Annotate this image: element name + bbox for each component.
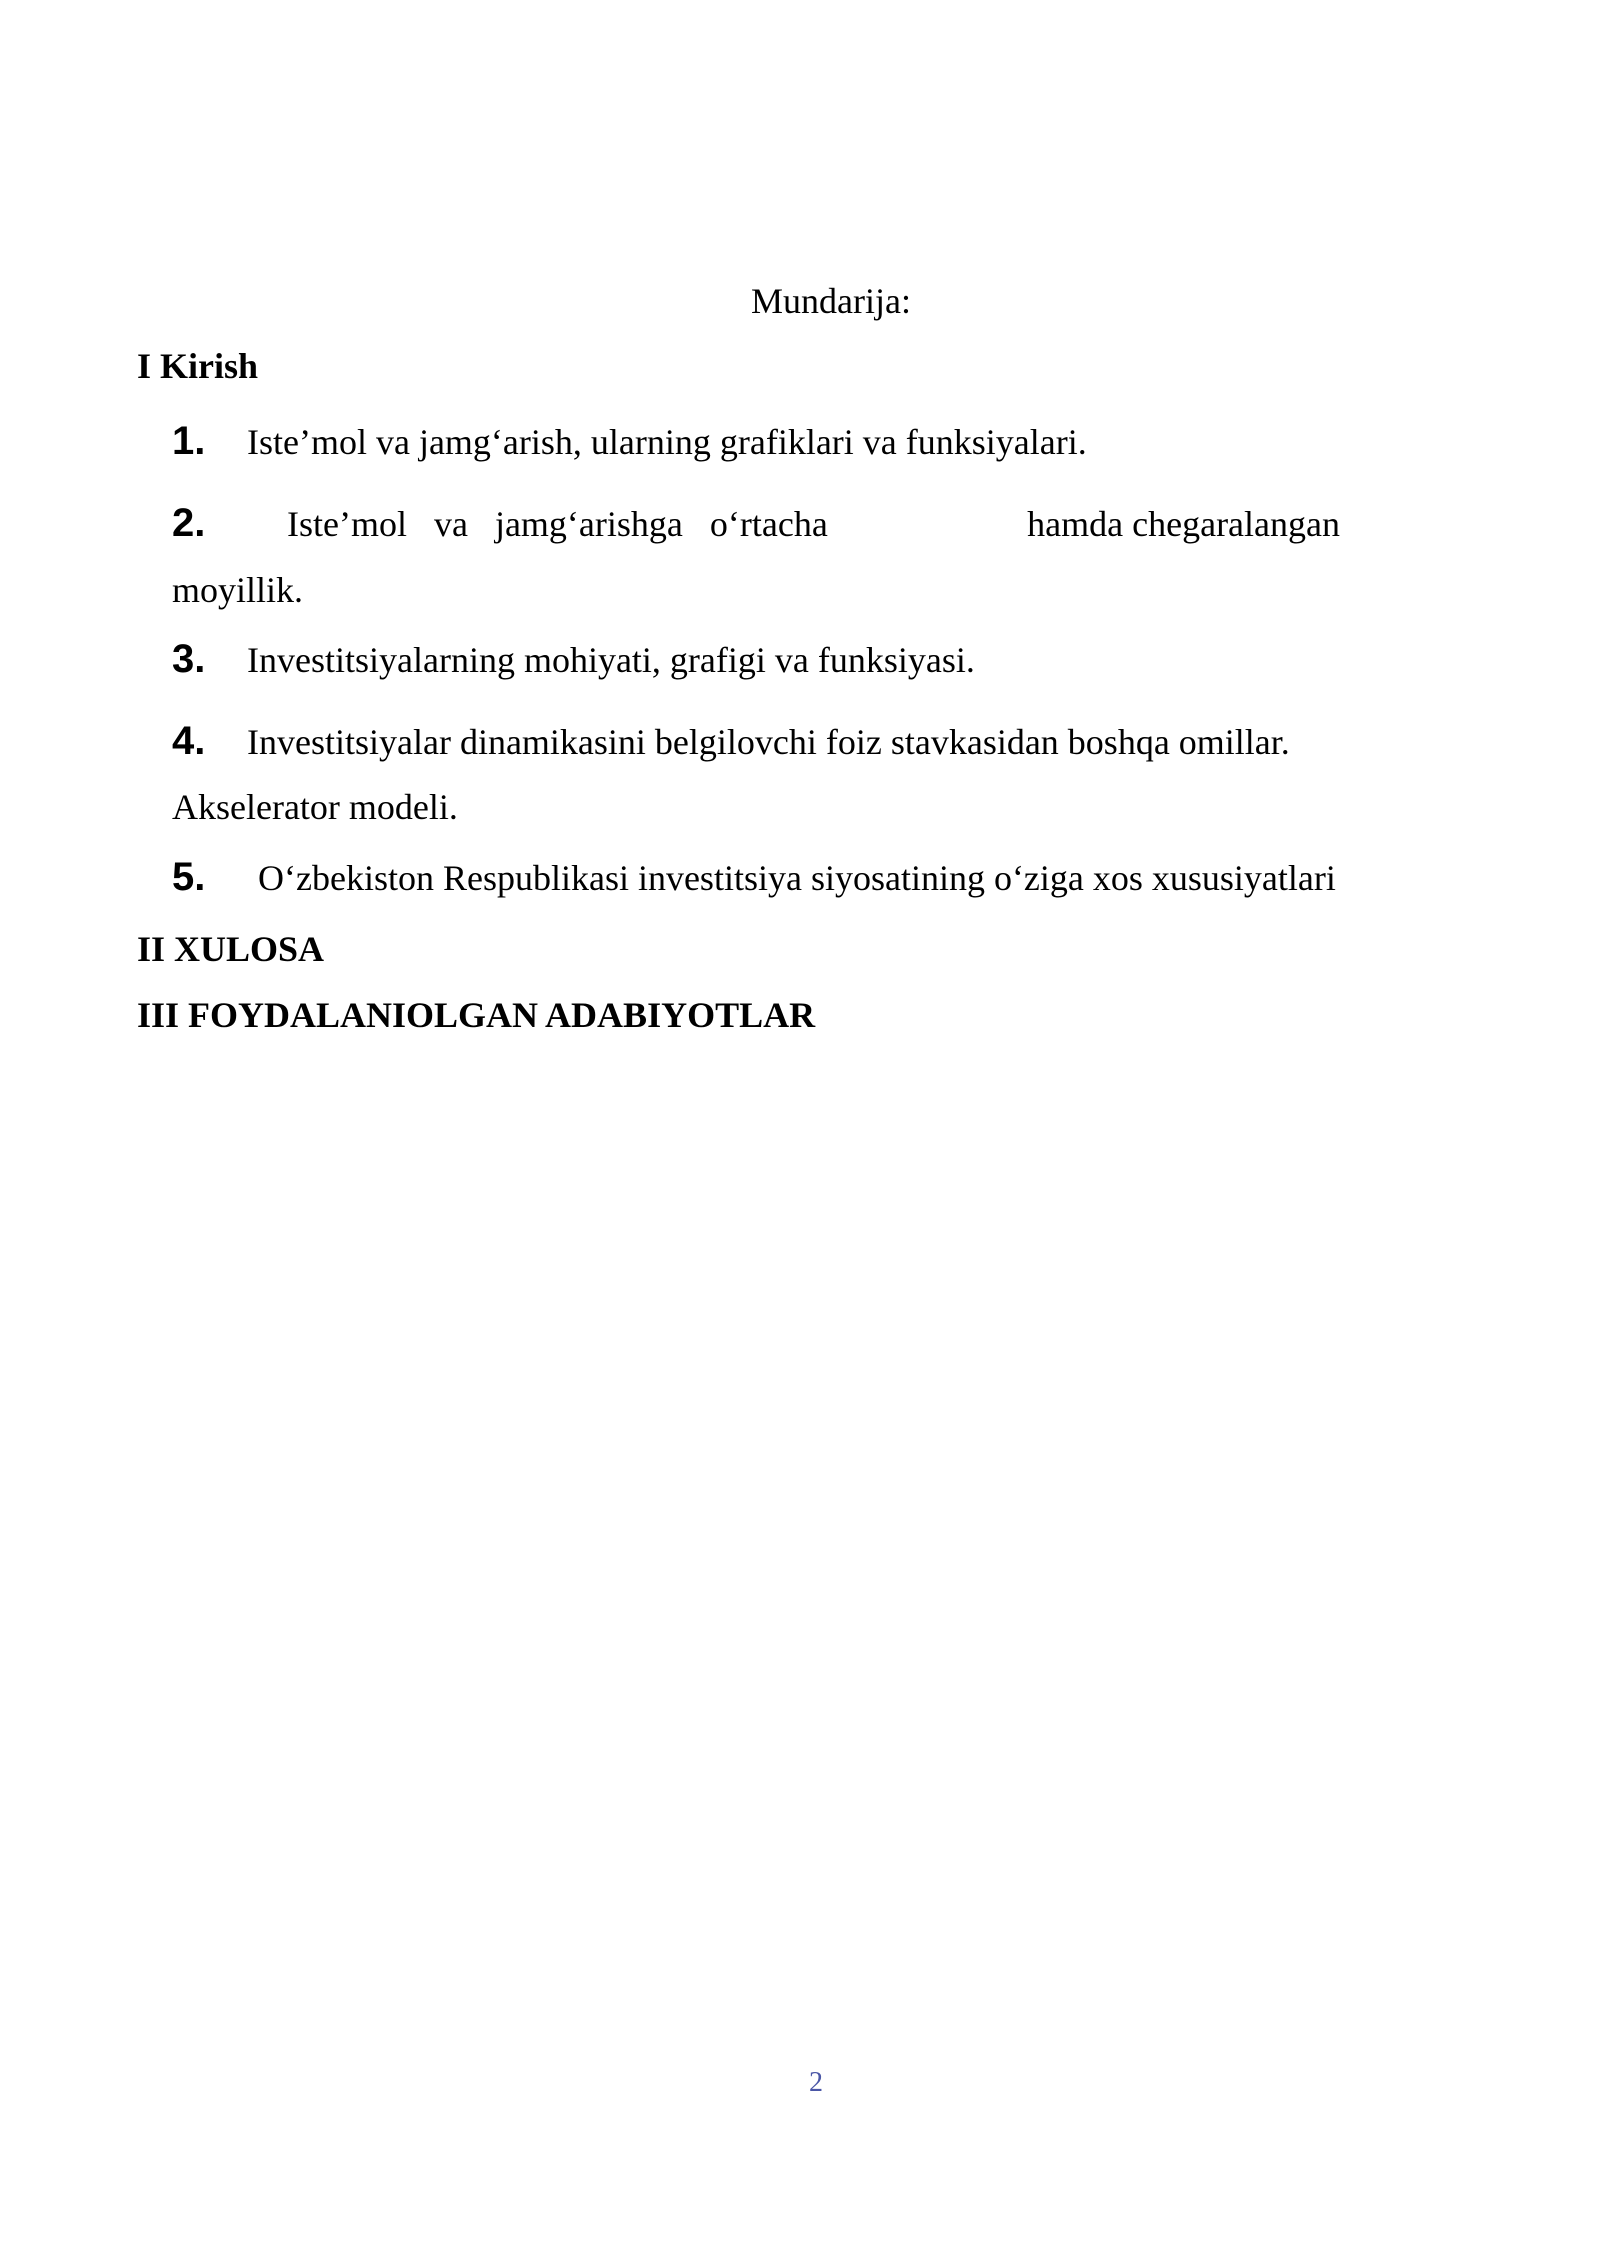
toc-item-text-continued: hamda chegaralangan <box>1027 504 1340 544</box>
page-title: Mundarija: <box>751 281 911 321</box>
heading-conclusion: II XULOSA <box>137 929 325 969</box>
page-number: 2 <box>809 2067 823 2098</box>
toc-item-number: 2. <box>172 501 206 545</box>
toc-item-2 <box>172 502 1340 545</box>
heading-intro: I Kirish <box>137 346 259 386</box>
toc-item-5 <box>172 856 1407 899</box>
toc-item-continuation: moyillik. <box>172 570 304 610</box>
toc-item-1 <box>172 420 1407 463</box>
toc-item-text: Investitsiyalarning mohiyati, grafigi va funksiyasi. <box>247 640 975 680</box>
toc-item-continuation: Akselerator modeli. <box>172 787 458 827</box>
heading-references: III FOYDALANIOLGAN ADABIYOTLAR <box>137 995 816 1035</box>
toc-item-text: Iste’mol va jamg‘arishga o‘rtacha <box>287 504 828 544</box>
toc-item-text: O‘zbekiston Respublikasi investitsiya siyosatining o‘ziga xos xususiyatlari <box>258 858 1336 898</box>
toc-item-number: 5. <box>172 855 206 899</box>
toc-item-3 <box>172 638 1407 681</box>
toc-item-4 <box>172 720 1407 763</box>
toc-item-text: Iste’mol va jamg‘arish, ularning grafiklari va funksiyalari. <box>247 422 1087 462</box>
toc-item-number: 4. <box>172 719 206 763</box>
toc-item-number: 3. <box>172 637 206 681</box>
toc-item-text: Investitsiyalar dinamikasini belgilovchi foiz stavkasidan boshqa omillar. <box>247 722 1290 762</box>
toc-item-number: 1. <box>172 419 206 463</box>
